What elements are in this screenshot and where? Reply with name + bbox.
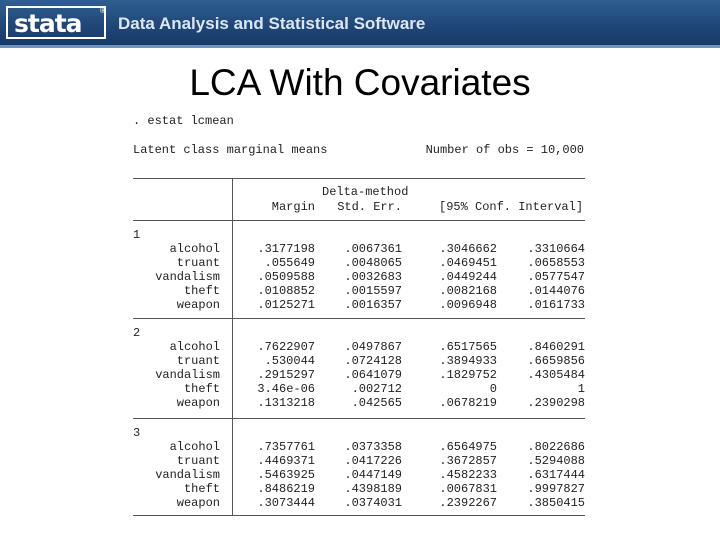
row-value-lo: .0678219 [439, 395, 497, 410]
row-value-lo: .0449244 [439, 269, 497, 284]
banner-stripe [0, 45, 720, 48]
row-value-margin: .1313218 [257, 395, 315, 410]
row-value-lo: 0 [489, 381, 497, 396]
row-value-margin: .8486219 [257, 481, 315, 496]
row-value-hi: .5294088 [527, 453, 585, 468]
row-variable: weapon [176, 297, 220, 312]
row-value-margin: .055649 [264, 255, 315, 270]
class-label: 3 [133, 426, 141, 440]
row-value-lo: .1829752 [439, 367, 497, 382]
row-value-lo: .4582233 [439, 467, 497, 482]
row-value-margin: .530044 [264, 353, 315, 368]
command-line: . estat lcmean [133, 114, 234, 128]
row-value-se: .4398189 [344, 481, 402, 496]
stata-logo [6, 6, 106, 39]
output-heading: Latent class marginal means [133, 143, 328, 157]
row-value-lo: .3046662 [439, 242, 497, 256]
row-value-se: .0497867 [344, 340, 402, 354]
row-variable: truant [176, 255, 220, 270]
registered-mark: ® [100, 6, 106, 15]
row-value-hi: .6659856 [527, 353, 585, 368]
row-value-lo: .0096948 [439, 297, 497, 312]
col-ci: [95% Conf. Interval] [439, 200, 584, 214]
row-value-margin: .0125271 [257, 297, 315, 312]
row-value-lo: .0067831 [439, 481, 497, 496]
col-stderr: Std. Err. [337, 200, 402, 214]
row-value-lo: .0082168 [439, 283, 497, 298]
row-value-hi: .2390298 [527, 395, 585, 410]
row-value-margin: .3073444 [257, 495, 315, 510]
tagline: Data Analysis and Statistical Software [118, 14, 426, 33]
row-variable: alcohol [169, 440, 220, 454]
row-value-hi: 1 [577, 381, 585, 396]
row-value-lo: .6564975 [439, 440, 497, 454]
row-value-hi: .8022686 [527, 440, 585, 454]
row-value-margin: .5463925 [257, 467, 315, 482]
row-variable: weapon [176, 395, 220, 410]
row-variable: truant [176, 453, 220, 468]
row-variable: theft [183, 381, 220, 396]
row-value-lo: .2392267 [439, 495, 497, 510]
row-value-lo: .0469451 [439, 255, 497, 270]
row-value-se: .002712 [351, 381, 402, 396]
header-rule [133, 220, 585, 221]
row-value-margin: .7622907 [257, 340, 315, 354]
row-value-margin: .2915297 [257, 367, 315, 382]
row-value-hi: .0577547 [527, 269, 585, 284]
row-value-lo: .3672857 [439, 453, 497, 468]
row-value-hi: .8460291 [527, 340, 585, 354]
row-value-hi: .3310664 [527, 242, 585, 256]
class-rule-1 [133, 318, 585, 319]
row-value-se: .0724128 [344, 353, 402, 368]
col-margin: Margin [271, 200, 315, 214]
row-variable: vandalism [155, 269, 220, 284]
row-value-se: .0067361 [344, 242, 402, 256]
row-value-lo: .3894933 [439, 353, 497, 368]
row-value-hi: .9997827 [527, 481, 585, 496]
row-value-margin: 3.46e-06 [257, 381, 315, 396]
row-value-lo: .6517565 [439, 340, 497, 354]
row-value-hi: .3850415 [527, 495, 585, 510]
row-value-margin: .3177198 [257, 242, 315, 256]
row-value-hi: .0658553 [527, 255, 585, 270]
row-value-se: .0016357 [344, 297, 402, 312]
col-header-top: Delta-method [322, 185, 409, 199]
row-variable: alcohol [169, 242, 220, 256]
row-value-se: .0447149 [344, 467, 402, 482]
table-top-rule [133, 178, 585, 179]
row-value-hi: .0144076 [527, 283, 585, 298]
table-divider [232, 178, 233, 516]
row-value-se: .0641079 [344, 367, 402, 382]
row-value-se: .0374031 [344, 495, 402, 510]
row-value-margin: .7357761 [257, 440, 315, 454]
slide-title: LCA With Covariates [189, 62, 531, 103]
row-value-se: .0015597 [344, 283, 402, 298]
class-label: 2 [133, 326, 141, 340]
row-variable: truant [176, 353, 220, 368]
row-value-margin: .0509588 [257, 269, 315, 284]
table-bottom-rule [133, 515, 585, 516]
class-label: 1 [133, 228, 141, 242]
row-variable: vandalism [155, 367, 220, 382]
row-value-hi: .0161733 [527, 297, 585, 312]
row-value-hi: .6317444 [527, 467, 585, 482]
row-value-margin: .0108852 [257, 283, 315, 298]
row-variable: theft [183, 283, 220, 298]
row-value-se: .0373358 [344, 440, 402, 454]
row-value-se: .0032683 [344, 269, 402, 284]
row-value-hi: .4305484 [527, 367, 585, 382]
row-variable: vandalism [155, 467, 220, 482]
header-banner [0, 0, 720, 48]
row-value-se: .0417226 [344, 453, 402, 468]
row-value-se: .042565 [351, 395, 402, 410]
row-value-se: .0048065 [344, 255, 402, 270]
class-rule-2 [133, 418, 585, 419]
row-variable: alcohol [169, 340, 220, 354]
row-value-margin: .4469371 [257, 453, 315, 468]
logo-text: stata [14, 9, 82, 38]
row-variable: theft [183, 481, 220, 496]
nobs-text: Number of obs = 10,000 [425, 143, 584, 157]
row-variable: weapon [176, 495, 220, 510]
